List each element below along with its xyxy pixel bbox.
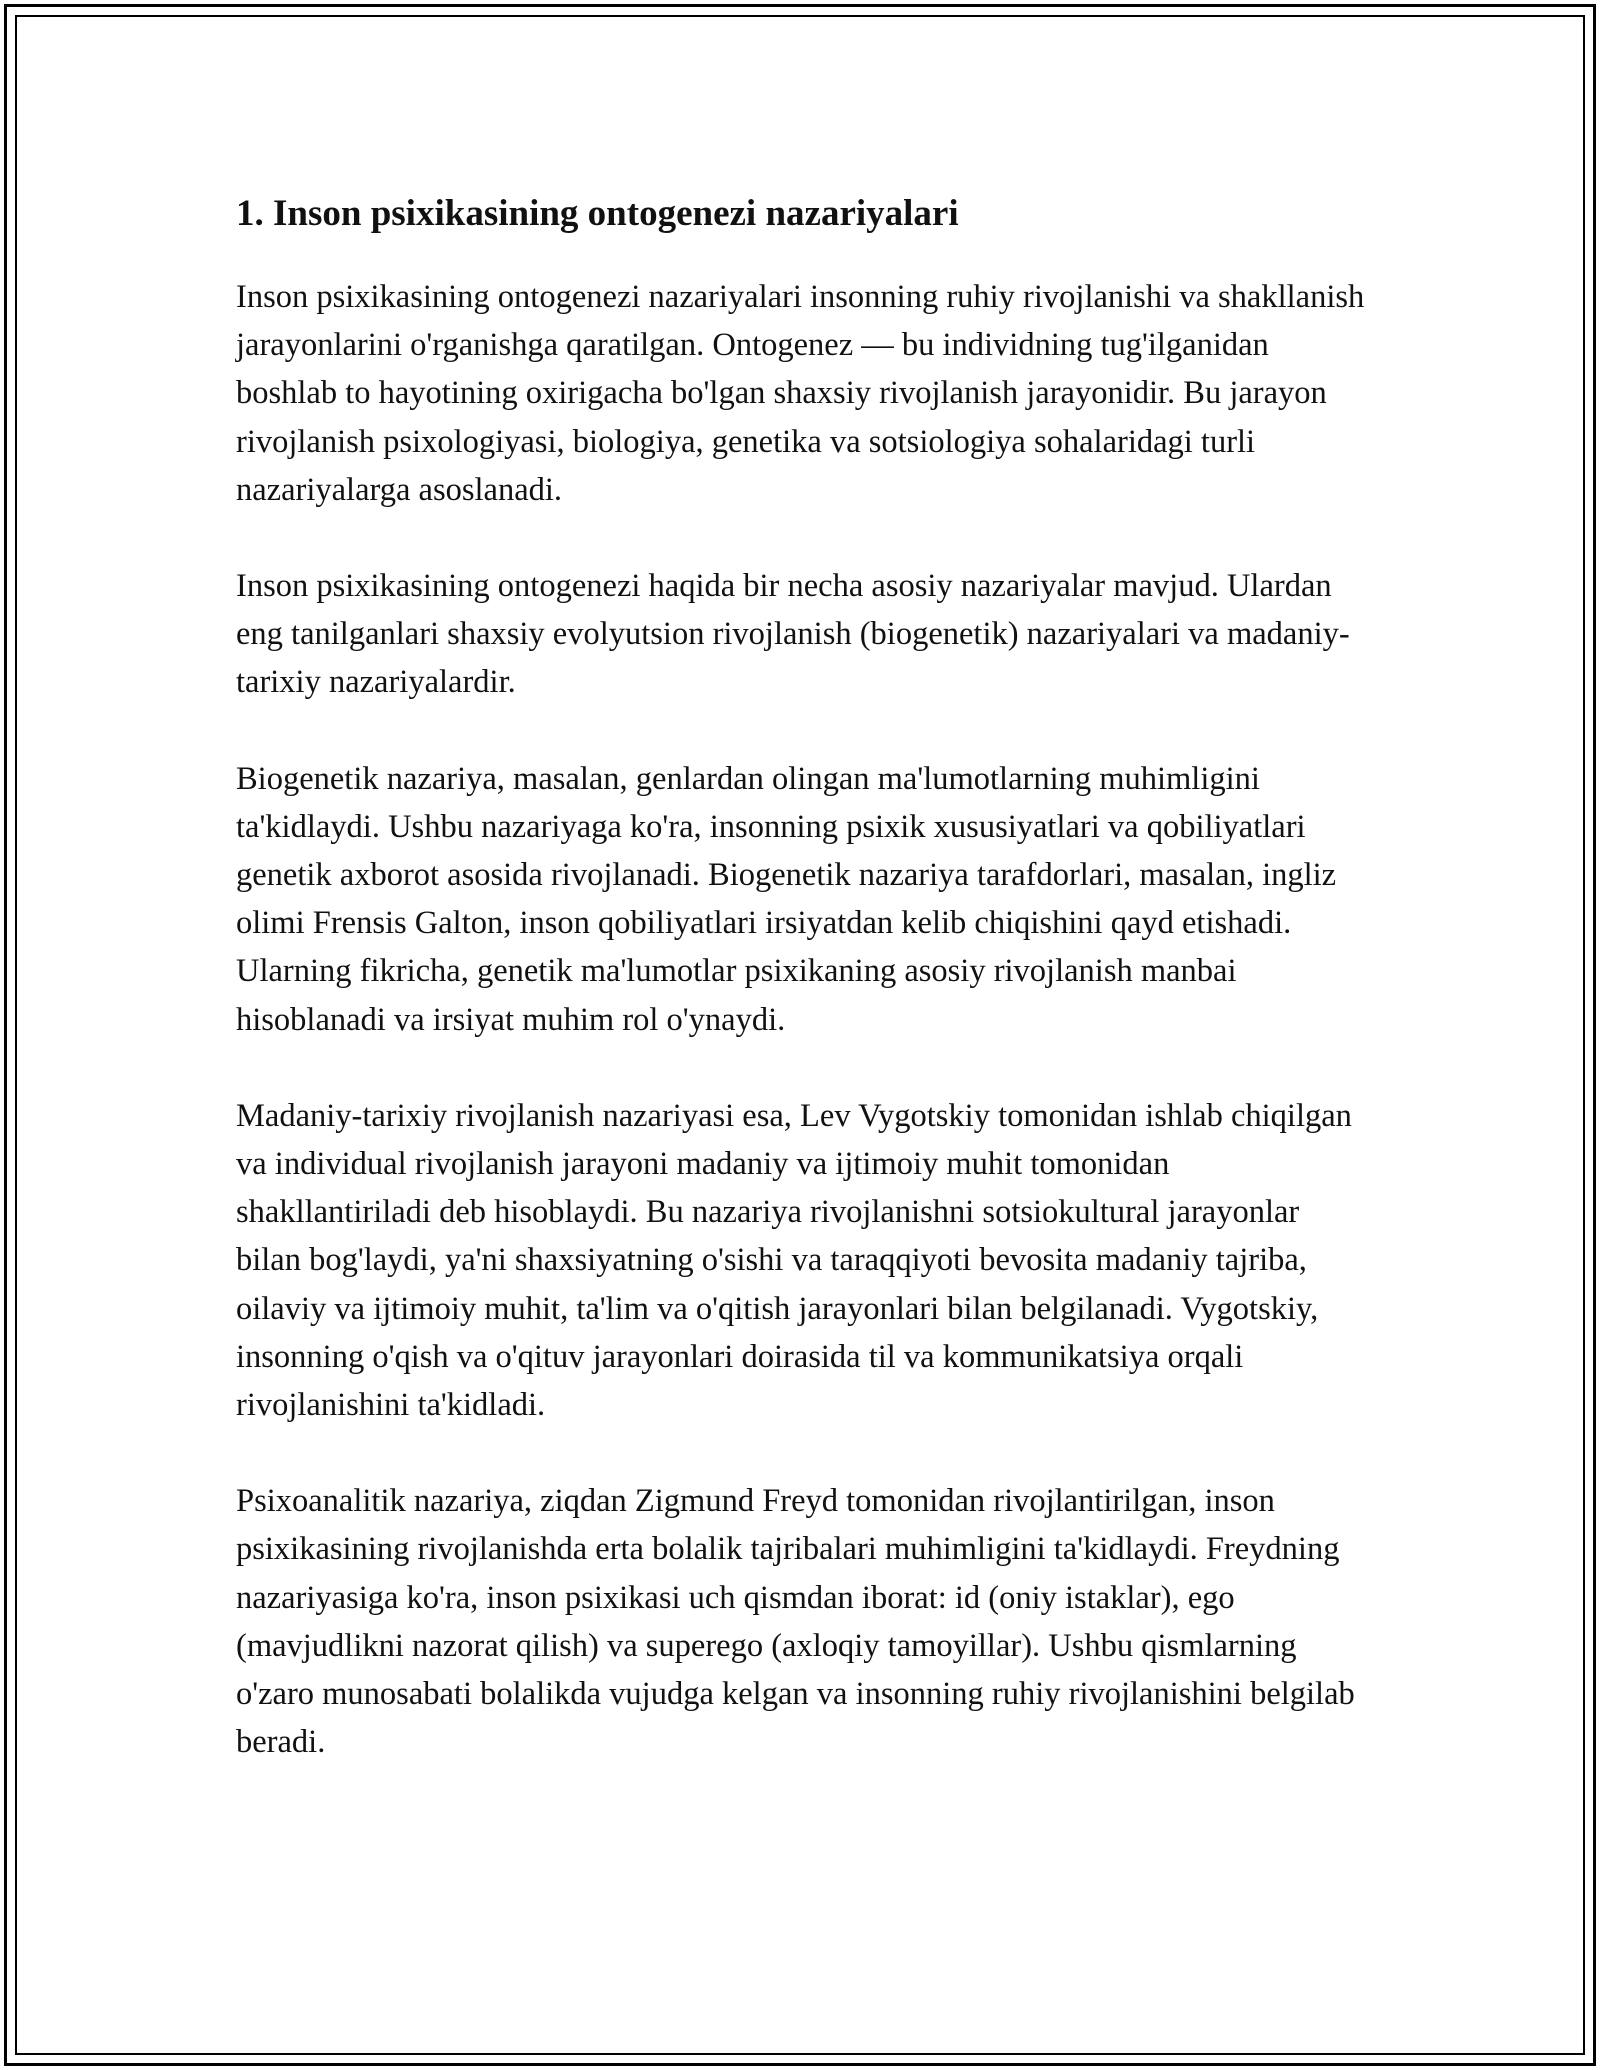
paragraph-4: Madaniy-tarixiy rivojlanish nazariyasi esa, Lev Vygotskiy tomonidan ishlab chiqilgan va individual rivojlanish jarayoni madaniy va ijtimoiy muhit tomonidan shakllantiriladi deb hisoblaydi. Bu nazariya rivojlanishni sotsiokultural jarayonlar bilan bog'laydi, ya'ni shaxsiyatning o'sishi va taraqqiyoti bevosita madaniy tajriba, oilaviy va ijtimoiy muhit, ta'lim va o'qitish jarayonlari bilan belgilanadi. Vygotskiy, insonning o'qish va o'qituv jarayonlari doirasida til va kommunikatsiya orqali rivojlanishini ta'kidladi.: [236, 1097, 1352, 1424]
document-body: [236, 185, 1366, 1814]
paragraph-2: Inson psixikasining ontogenezi haqida bir necha asosiy nazariyalar mavjud. Ulardan eng tanilganlari shaxsiy evolyutsion rivojlanish (biogenetik) nazariyalari va madaniy-tarixiy nazariyalardir.: [236, 568, 1350, 701]
paragraph-5: Psixoanalitik nazariya, ziqdan Zigmund Freyd tomonidan rivojlantirilgan, inson psixikasining rivojlanishda erta bolalik tajribalari muhimligini ta'kidlaydi. Freydning nazariyasiga ko'ra, inson psixikasi uch qismdan iborat: id (oniy istaklar), ego (mavjudlikni nazorat qilish) va superego (axloqiy tamoyillar). Ushbu qismlarning o'zaro munosabati bolalikda vujudga kelgan va insonning ruhiy rivojlanishini belgilab beradi.: [236, 1483, 1355, 1761]
paragraph-1: Inson psixikasining ontogenezi nazariyalari insonning ruhiy rivojlanishi va shakllanish jarayonlarini o'rganishga qaratilgan. Ontogenez — bu individning tug'ilganidan boshlab to hayotining oxirigacha bo'lgan shaxsiy rivojlanish jarayonidir. Bu jarayon rivojlanish psixologiyasi, biologiya, genetika va sotsiologiya sohalaridagi turli nazariyalarga asoslanadi.: [236, 279, 1365, 508]
paragraph-3: Biogenetik nazariya, masalan, genlardan olingan ma'lumotlarning muhimligini ta'kidlaydi. Ushbu nazariyaga ko'ra, insonning psixik xususiyatlari va qobiliyatlari genetik axborot asosida rivojlanadi. Biogenetik nazariya tarafdorlari, masalan, ingliz olimi Frensis Galton, inson qobiliyatlari irsiyatdan kelib chiqishini qayd etishadi. Ularning fikricha, genetik ma'lumotlar psixikaning asosiy rivojlanish manbai hisoblanadi va irsiyat muhim rol o'ynaydi.: [236, 760, 1337, 1038]
section-heading: 1. Inson psixikasining ontogenezi nazariyalari: [236, 193, 959, 234]
